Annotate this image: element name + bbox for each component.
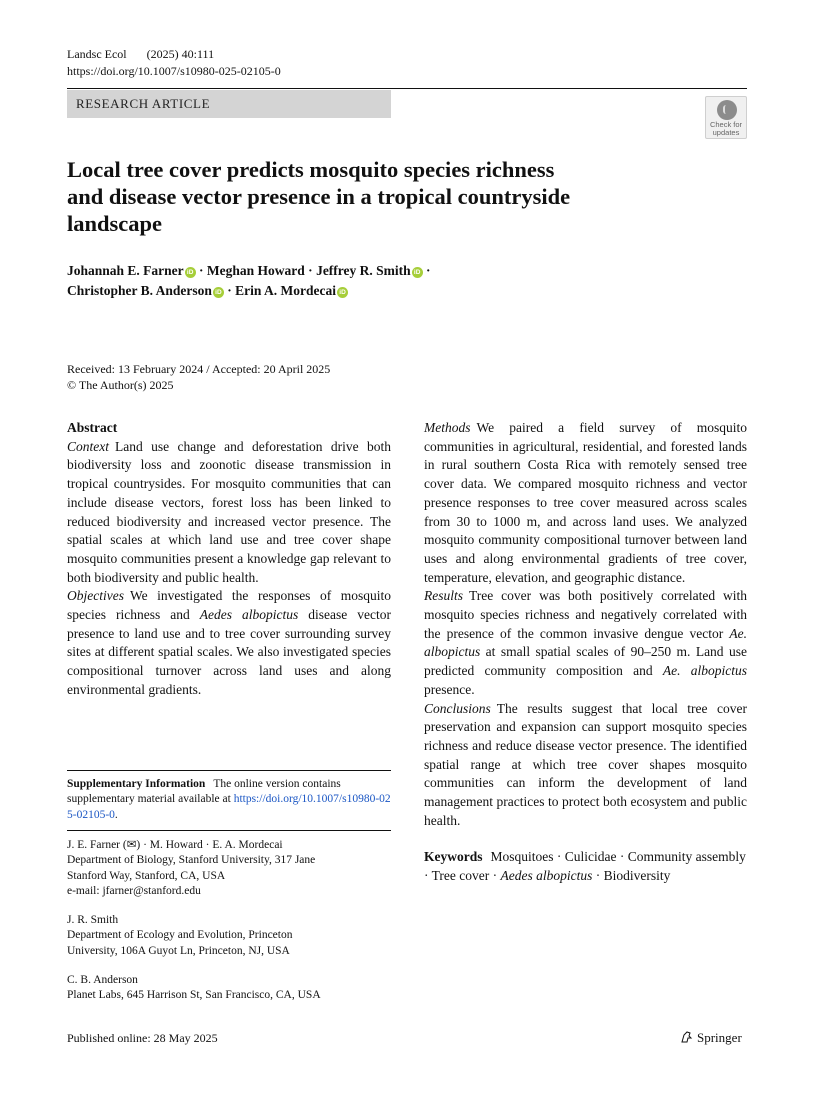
abstract-right-column <box>424 419 747 886</box>
abstract-methods: Methods We paired a field survey of mosquito communities in agricultural, residential, and forested lands in rural southern Costa Rica with remotely sensed tree cover data. We compared mosquito richness and vector presence responses to tree cover measured across scales from 30 to 1000 m, and across land uses. We analyzed mosquito community compositional turnover between land uses and along environmental gradients of tree cover, temperature, elevation, and geographic distance. <box>424 420 747 585</box>
publisher-name: Springer <box>697 1030 742 1045</box>
orcid-icon[interactable]: iD <box>337 287 348 298</box>
check-for-updates-label: Check for updates <box>709 120 743 137</box>
abstract-heading: Abstract <box>67 420 118 435</box>
supplementary-information: Supplementary Information The online version contains supplementary material available at https://doi.org/10.1007/s10980-025-02105-0. <box>67 778 391 821</box>
orcid-icon[interactable]: iD <box>412 267 423 278</box>
publisher-logo <box>679 1030 742 1046</box>
journal-volume: (2025) 40:111 <box>146 47 215 61</box>
received-accepted-dates: Received: 13 February 2024 / Accepted: 20 April 2025 <box>67 362 331 376</box>
affiliation-block-3: C. B. Anderson Planet Labs, 645 Harrison St, San Francisco, CA, USA <box>67 974 321 1002</box>
journal-name: Landsc Ecol <box>67 47 127 61</box>
copyright-notice: © The Author(s) 2025 <box>67 378 174 392</box>
abstract-results: Results Tree cover was both positively correlated with mosquito species richness and negatively correlated with the presence of the common invasive dengue vector Ae. albopictus at small spatial scales of 90–250 m. Land use predicted community composition and Ae. albopictus presence. <box>424 588 747 697</box>
author-name: Christopher B. Anderson <box>67 282 212 298</box>
abstract-context: Context Land use change and deforestation drive both biodiversity loss and zoonotic disease transmission in tropical countrysides. For mosquito communities that can include disease vectors, forest loss has been linked to reduced biodiversity and increased vector presence. The spatial scales at which land use and tree cover shape mosquito communities present a knowledge gap relevant to both biodiversity and public health. <box>67 438 391 585</box>
article-dates <box>67 361 330 393</box>
abstract-objectives: Objectives We investigated the responses of mosquito species richness and Aedes albopictus disease vector presence to land use and to tree cover surrounding survey sites at different spatial scales. We also investigated species compositional turnover across land uses and along environmental gradients. <box>67 588 392 697</box>
orcid-icon[interactable]: iD <box>213 287 224 298</box>
published-date: Published online: 28 May 2025 <box>67 1031 218 1045</box>
check-for-updates-badge[interactable] <box>705 96 747 139</box>
author-list: Johannah E. Farner iD · Meghan Howard · Jeffrey R. Smith iD · Christopher B. Anderson iD · Erin A. Mordecai iD <box>67 263 431 298</box>
article-type: RESEARCH ARTICLE <box>76 96 211 111</box>
corresponding-email[interactable]: e-mail: jfarner@stanford.edu <box>67 884 201 897</box>
author-name: Jeffrey R. Smith <box>316 263 411 278</box>
affiliation-block-1: J. E. Farner (✉) · M. Howard · E. A. Mordecai Department of Biology, Stanford University, 317 Jane Stanford Way, Stanford, CA, USA e-mail: jfarner@stanford.edu <box>67 838 397 899</box>
check-for-updates-icon <box>717 100 737 120</box>
abstract-left-column <box>67 419 391 700</box>
orcid-icon[interactable]: iD <box>185 267 196 278</box>
author-name: Erin A. Mordecai <box>235 282 337 298</box>
article-doi[interactable]: https://doi.org/10.1007/s10980-025-02105-0 <box>67 64 281 78</box>
affiliation-rule <box>67 830 391 831</box>
keywords: Keywords Mosquitoes · Culicidae · Community assembly · Tree cover · Aedes albopictus · Biodiversity <box>424 849 746 884</box>
supplementary-link[interactable]: https://doi.org/10.1007/s10980-025-02105-0 <box>67 793 391 821</box>
footnote-rule <box>67 770 391 771</box>
abstract-conclusions: Conclusions The results suggest that local tree cover preservation and expansion can support mosquito species richness and reduce disease vector presence. The identified spatial range at which tree cover shapes mosquito communities can inform the development of land management practices to protect both ecosystem and public health. <box>424 700 747 828</box>
article-title: Local tree cover predicts mosquito species richness and disease vector presence in a tropical countryside landscape <box>67 157 571 236</box>
affiliation-block-2: J. R. Smith Department of Ecology and Evolution, Princeton University, 106A Guyot Ln, Princeton, NJ, USA <box>67 914 293 957</box>
header-rule <box>67 88 747 89</box>
email-icon[interactable]: ✉ <box>126 839 137 851</box>
journal-citation <box>67 46 214 62</box>
author-name: Meghan Howard <box>206 263 305 278</box>
springer-horse-icon <box>679 1030 693 1044</box>
author-name: Johannah E. Farner <box>67 263 184 278</box>
